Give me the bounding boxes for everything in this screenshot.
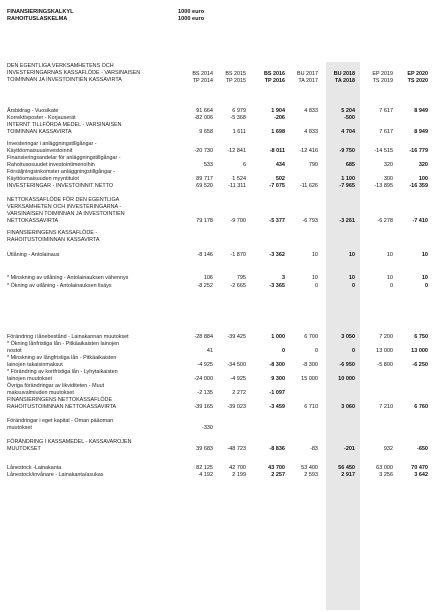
table-cell: 6	[242, 161, 246, 168]
row-label-line: VARSINAISEN TOIMINNAN JA INVESTOINTIEN	[7, 210, 125, 217]
row-label-line: Lånestock -Lainakanta	[7, 465, 62, 471]
table-cell: -3 362	[269, 252, 285, 258]
column-header: TP 2014	[192, 78, 213, 84]
row-label-line: NETTOKASSAFLÖDE FÖR DEN EGENTLIGA	[7, 197, 120, 203]
column-header: TA 2017	[298, 78, 318, 84]
row-label-line: Försäljningsinkomster anläggningstillgångar -	[7, 169, 116, 175]
table-cell: 10 000	[338, 375, 355, 382]
table-cell: 0	[424, 283, 428, 289]
table-cell: -7 410	[412, 217, 428, 224]
row-label	[7, 397, 183, 411]
table-cell: -3 365	[269, 283, 285, 289]
table-cell: -39 165	[194, 403, 213, 410]
table-cell: -13 895	[374, 183, 393, 189]
row-label	[7, 275, 183, 282]
row-label	[7, 341, 183, 355]
row-label-line: Finansieringsandelar för anläggningstillgångar -	[7, 155, 121, 161]
table-cell: 320	[383, 161, 393, 168]
table-cell: 42 700	[229, 465, 246, 471]
table-cell: 0	[351, 283, 355, 289]
table-cell: -16 359	[409, 183, 428, 189]
table-cell: -16 779	[409, 147, 428, 154]
table-cell: 790	[308, 161, 318, 168]
row-label	[7, 108, 183, 115]
table-cell: 1 698	[271, 128, 285, 135]
table-cell: -5 368	[230, 115, 246, 121]
table-cell: 502	[275, 175, 285, 182]
table-cell: 6 700	[304, 334, 318, 340]
table-cell: 106	[203, 275, 213, 281]
table-cell: -48 723	[227, 445, 246, 452]
table-cell: 89 717	[196, 175, 213, 182]
row-label-line: Årsbidrag - Vuosikate	[7, 108, 59, 114]
row-label	[7, 115, 183, 122]
row-label-line: muutokset	[7, 424, 32, 431]
row-label-line: Övriga förändringar av likviditeten - Muut	[7, 383, 105, 389]
table-cell: -14 515	[374, 147, 393, 154]
table-cell: -650	[416, 445, 428, 452]
table-cell: -8 146	[197, 252, 213, 258]
table-cell: -8 836	[269, 445, 285, 452]
row-label	[7, 355, 183, 369]
row-label	[7, 465, 183, 472]
row-label-line: Lånestock/invånare - Lainakanta/asukas	[7, 472, 104, 478]
row-label-line: Käyttöomaisuusinvestoinnit	[7, 147, 73, 154]
row-label-line: FÖRÄNDRING I KASSAMEDEL - KASSAVAROJEN	[7, 439, 132, 445]
table-cell: 6 760	[414, 403, 428, 410]
column-header: EP 2019	[372, 71, 393, 77]
row-label-line: * Minskning av långfristiga lån - Pitkäaikaisten	[7, 355, 117, 361]
table-cell: -201	[343, 445, 355, 452]
table-cell: 0	[351, 347, 355, 354]
table-cell: 10	[348, 252, 355, 258]
table-cell: 7 617	[379, 128, 393, 135]
row-label-line: RAHOITUSTOIMNNAN NETTOKASSAVIRTA	[7, 403, 117, 410]
table-cell: 0	[314, 283, 318, 289]
table-cell: 10	[311, 252, 318, 258]
table-cell: 8 949	[414, 108, 428, 114]
table-cell: 0	[389, 283, 393, 289]
table-cell: -8 252	[197, 283, 213, 289]
table-cell: 320	[418, 161, 428, 168]
table-cell: 53 400	[301, 465, 318, 471]
table-cell: -6 950	[339, 361, 355, 368]
unit-label-2: 1000 euro	[178, 16, 205, 22]
column-header: BS 2014	[192, 71, 213, 77]
row-label-line: Förändringar i eget kapital - Oman pääoman	[7, 418, 114, 424]
row-label-line: DEN EGENTLIGA VERKSAMHETENS OCH	[7, 63, 114, 69]
row-label-line: VERKSAMHETEN OCH INVESTERINGARNA -	[7, 203, 122, 210]
table-cell: 10	[348, 275, 355, 281]
row-label	[7, 197, 183, 225]
row-label-line: lainojen muutokset	[7, 375, 52, 382]
row-label-line: Käyttöomaisuuden myyntitulot	[7, 175, 79, 182]
table-cell: 2 272	[232, 389, 246, 396]
table-cell: 15 000	[301, 375, 318, 382]
row-label	[7, 63, 183, 84]
table-cell: -1 870	[230, 252, 246, 258]
column-header: BS 2015	[225, 71, 246, 77]
table-cell: -6 250	[412, 361, 428, 368]
table-cell: 533	[203, 161, 213, 168]
table-cell: 3 642	[414, 472, 428, 478]
row-label-line: NETTOKASSAVIRTA	[7, 217, 59, 224]
table-cell: 91 664	[196, 108, 213, 114]
table-cell: -3 261	[339, 217, 355, 224]
row-label	[7, 472, 183, 479]
table-cell: 9 658	[199, 128, 213, 135]
row-label-line: INVESTERINGAR - INVESTOINNIT NETTO	[7, 183, 114, 189]
table-cell: 1 611	[232, 128, 246, 135]
table-cell: 39 683	[196, 445, 213, 452]
table-cell: 7 200	[379, 334, 393, 340]
table-cell: 0	[314, 347, 318, 354]
table-cell: 4 192	[199, 472, 213, 478]
column-header: TP 2015	[225, 78, 246, 84]
table-cell: -24 000	[194, 375, 213, 382]
row-label-line: Förändring i lånebestånd - Lainakannan muutokset	[7, 334, 129, 340]
table-cell: 100	[418, 175, 428, 182]
table-cell: 685	[345, 161, 355, 168]
row-label	[7, 418, 183, 432]
table-cell: 2 199	[232, 472, 246, 478]
table-cell: -11 311	[228, 183, 246, 189]
table-cell: 56 450	[338, 465, 355, 471]
table-cell: -39 425	[227, 334, 246, 340]
table-cell: 4 833	[304, 128, 318, 135]
column-header: TS 2020	[407, 78, 428, 84]
table-cell: 3 256	[379, 472, 393, 478]
row-label-line: TOIMINNAN KASSAVIRTA	[7, 128, 72, 135]
column-header: TS 2019	[372, 78, 393, 84]
column-header: BU 2017	[297, 71, 318, 77]
table-cell: 5 204	[341, 108, 355, 114]
row-label	[7, 439, 183, 453]
table-cell: 9 300	[271, 375, 285, 382]
row-label-line: INTERNT TILLFÖRDA MEDEL - VARSINAISEN	[7, 122, 122, 128]
table-cell: 10	[386, 275, 393, 281]
table-cell: 1 524	[232, 175, 246, 182]
row-label	[7, 283, 183, 290]
table-cell: -9 700	[230, 217, 246, 224]
table-cell: 6 750	[414, 334, 428, 340]
table-cell: 82 125	[196, 465, 213, 471]
table-cell: 300	[383, 175, 393, 182]
table-cell: 43 700	[268, 465, 285, 471]
table-cell: 4 833	[304, 108, 318, 114]
table-cell: 10	[421, 275, 428, 281]
table-cell: -7 965	[339, 183, 355, 189]
table-cell: 1 904	[271, 108, 285, 114]
table-cell: 10	[386, 252, 393, 258]
table-cell: -34 500	[227, 361, 246, 368]
row-label	[7, 369, 183, 383]
row-label	[7, 155, 183, 169]
row-label	[7, 122, 183, 136]
table-cell: -7 075	[269, 183, 285, 189]
row-label	[7, 169, 183, 183]
table-cell: -206	[273, 115, 285, 121]
table-cell: 0	[281, 347, 285, 354]
row-label-line: Korrektivposter - Korjauserät	[7, 115, 76, 121]
row-label	[7, 252, 183, 259]
table-cell: -5 800	[377, 361, 393, 368]
table-cell: 69 520	[196, 183, 213, 189]
table-cell: -5 377	[269, 217, 285, 224]
column-header: TP 2016	[264, 78, 285, 84]
table-cell: 2 593	[304, 472, 318, 478]
row-label-line: nostot	[7, 347, 22, 354]
row-label	[7, 334, 183, 341]
table-cell: 2 917	[341, 472, 355, 478]
row-label-line: lainojen takaisinmaksut	[7, 361, 63, 368]
column-header: BU 2018	[333, 71, 355, 77]
table-cell: -330	[201, 424, 213, 431]
table-cell: 4 704	[341, 128, 355, 135]
table-cell: 795	[236, 275, 246, 281]
table-cell: -6 278	[377, 217, 393, 224]
table-cell: 10	[421, 252, 428, 258]
table-cell: -6 793	[302, 217, 318, 224]
table-cell: 7 210	[379, 403, 393, 410]
row-label-line: FINANSIERINGENS KASSAFLÖDE -	[7, 230, 98, 236]
table-cell: 8 949	[414, 128, 428, 135]
row-label-line: INVESTERINGARNAS KASSAFLÖDE - VARSINAISEN	[7, 69, 141, 76]
table-cell: 1 100	[341, 175, 355, 182]
table-cell: -39 023	[227, 403, 246, 410]
row-label	[7, 383, 183, 397]
table-cell: 932	[383, 445, 393, 452]
column-header: EP 2020	[407, 71, 428, 77]
table-cell: -8 300	[269, 361, 285, 368]
table-cell: -28 884	[194, 334, 213, 340]
row-label-line: * Minskning av utlåning - Antolainauksen vähennys	[7, 275, 129, 281]
table-cell: 434	[275, 161, 285, 168]
table-cell: -2 135	[197, 389, 213, 396]
row-label-line: MUUTOKSET	[7, 445, 41, 452]
table-cell: -20 730	[194, 147, 213, 154]
row-label-line: Rahoitusosuudet investointimenoihin	[7, 161, 95, 168]
table-cell: -500	[343, 115, 355, 121]
table-cell: -11 626	[299, 183, 318, 189]
table-cell: -8 011	[269, 147, 285, 154]
table-cell: -83	[310, 445, 318, 452]
statement-title-sv: FINANSIERINGSKALKYL	[7, 9, 74, 15]
table-cell: 1 000	[271, 334, 285, 340]
table-cell: -4 925	[230, 375, 246, 382]
table-cell: 7 617	[379, 108, 393, 114]
table-cell: -3 459	[269, 403, 285, 410]
table-cell: 6 710	[304, 403, 318, 410]
row-label-line: RAHOITUSTOIMINNAN KASSAVIRTA	[7, 236, 100, 243]
table-cell: 63 000	[376, 465, 393, 471]
table-cell: 41	[206, 347, 213, 354]
table-cell: -2 665	[230, 283, 246, 289]
table-cell: 10	[311, 275, 318, 281]
table-cell: -9 750	[339, 147, 355, 154]
column-header: TA 2018	[334, 78, 355, 84]
row-label-line: * Förändring av kortfristiga lån - Lyhytaikaisten	[7, 369, 118, 375]
table-cell: 79 178	[196, 217, 213, 224]
table-cell: -12 416	[299, 147, 318, 154]
row-label-line: Utlåning - Antolainaus	[7, 252, 60, 258]
table-cell: -82 006	[194, 115, 213, 121]
table-cell: -12 841	[227, 147, 246, 154]
table-cell: 3	[281, 275, 285, 281]
unit-label-1: 1000 euro	[178, 9, 205, 15]
row-label	[7, 141, 183, 155]
table-cell: 70 470	[411, 465, 428, 471]
table-cell: 2 257	[271, 472, 285, 478]
row-label	[7, 230, 183, 244]
table-cell: 13 000	[376, 347, 393, 354]
row-label-line: * Ökning lånfristiga lån - Pitkäaikaisten lainojen	[7, 341, 120, 347]
table-cell: -4 925	[197, 361, 213, 368]
table-cell: 3 060	[341, 403, 355, 410]
table-cell: 13 000	[411, 347, 428, 354]
statement-title-fi: RAHOITUSLASKELMA	[7, 16, 68, 22]
row-label-line: Investeringar i anläggningstillgångar -	[7, 141, 97, 147]
column-header: BS 2016	[264, 71, 285, 77]
row-label-line: FINANSIERINGENS NETTOKASSAFLÖDE	[7, 397, 113, 403]
table-cell: 6 979	[232, 108, 246, 114]
table-cell: 3 050	[341, 334, 355, 340]
row-label-line: * Ökning av utlåning - Antolainauksen lisäys	[7, 283, 112, 289]
row-label-line: TOIMINNAN JA INVESTOINTIEN KASSAVIRTA	[7, 76, 122, 83]
row-label-line: maksuvalmiuden muutokset	[7, 389, 74, 396]
table-cell: -1 097	[269, 389, 285, 396]
table-cell: -8 300	[302, 361, 318, 368]
row-label	[7, 183, 183, 190]
